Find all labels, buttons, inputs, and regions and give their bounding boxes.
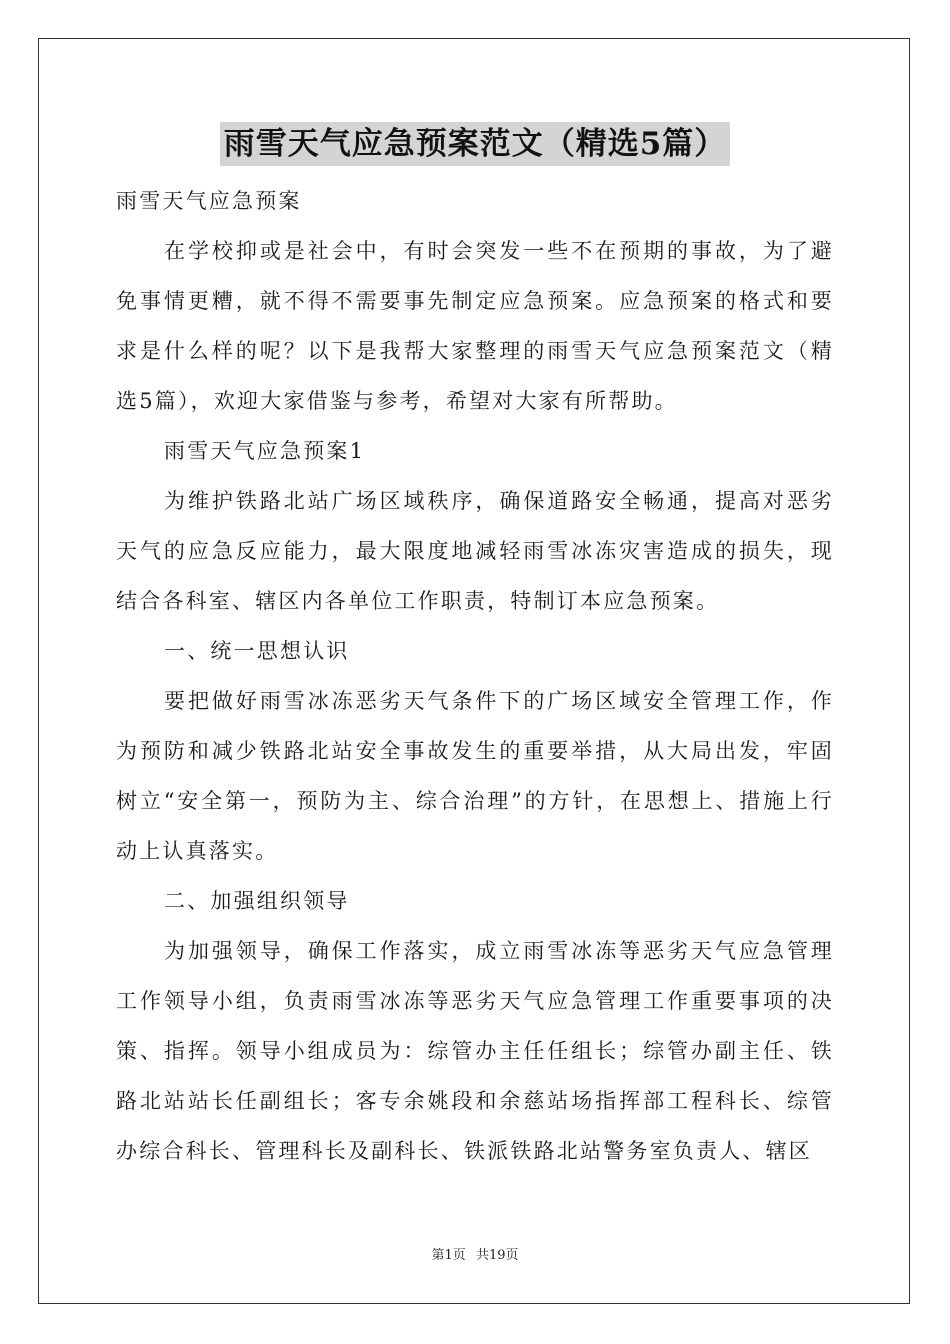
intro-paragraph: 在学校抑或是社会中，有时会突发一些不在预期的事故，为了避免事情更糟，就不得不需要事先制定应急预案。应急预案的格式和要求是什么样的呢？以下是我帮大家整理的雨雪天气应急预案范文（精选5篇），欢迎大家借鉴与参考，希望对大家有所帮助。: [116, 239, 834, 413]
page-footer: [0, 1244, 950, 1263]
body-paragraph: 要把做好雨雪冰冻恶劣天气条件下的广场区域安全管理工作，作为预防和减少铁路北站安全事故发生的重要举措，从大局出发，牢固树立“安全第一，预防为主、综合治理”的方针，在思想上、措施上行动上认真落实。: [116, 689, 834, 863]
document-title: 雨雪天气应急预案范文（精选5篇）: [220, 122, 731, 166]
title-container: [0, 122, 950, 166]
document-body: [116, 176, 834, 1176]
page-number: 第1页: [431, 1248, 466, 1263]
section-heading-1: 一、统一思想认识: [164, 639, 350, 663]
section-heading-2: 二、加强组织领导: [164, 889, 350, 913]
body-paragraph: 为加强领导，确保工作落实，成立雨雪冰冻等恶劣天气应急管理工作领导小组，负责雨雪冰冻等恶劣天气应急管理工作重要事项的决策、指挥。领导小组成员为：综管办主任任组长；综管办副主任、铁路北站站长任副组长；客专余姚段和余慈站场指挥部工程科长、综管办综合科长、管理科长及副科长、铁派铁路北站警务室负责人、辖区: [116, 939, 834, 1163]
body-paragraph: 为维护铁路北站广场区域秩序，确保道路安全畅通，提高对恶劣天气的应急反应能力，最大限度地减轻雨雪冰冻灾害造成的损失，现结合各科室、辖区内各单位工作职责，特制订本应急预案。: [116, 489, 834, 613]
page-total: 共19页: [475, 1248, 519, 1263]
section-heading: 雨雪天气应急预案: [116, 189, 302, 213]
subsection-title: 雨雪天气应急预案1: [164, 439, 366, 463]
